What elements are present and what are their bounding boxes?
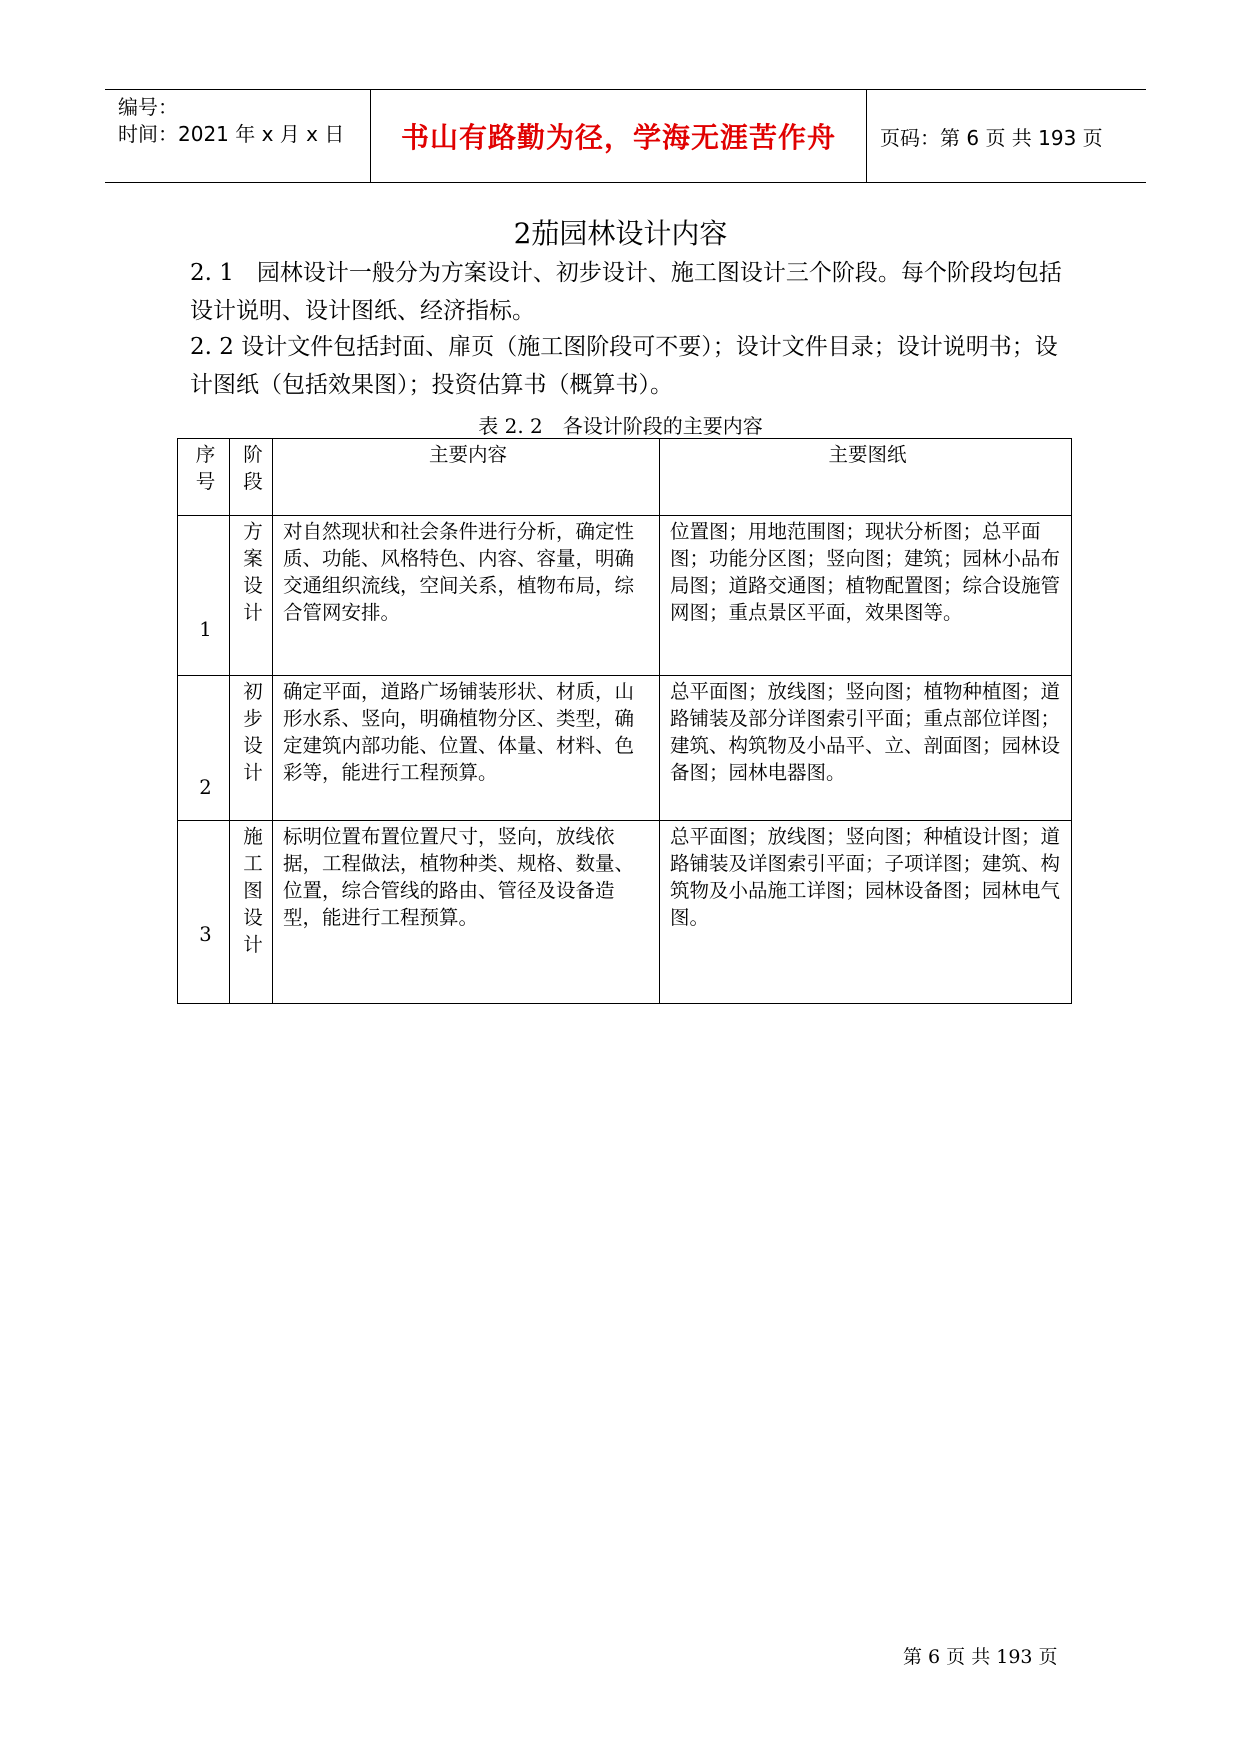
table-caption: 表 2. 2 各设计阶段的主要内容 [478, 414, 763, 438]
header-content: 主要内容 [273, 439, 660, 516]
row-seq-text: 1 [199, 618, 212, 641]
time-label: 时间：2021 年 x 月 x 日 [118, 122, 345, 146]
motto-text: 书山有路勤为径，学海无涯苦作舟 [400, 121, 836, 154]
number-label: 编号： [118, 95, 178, 119]
header-stage-text: 阶段 [243, 443, 263, 493]
row-stage [230, 516, 273, 676]
table-row [178, 676, 1072, 821]
row-seq-text: 2 [199, 776, 212, 799]
paragraph-2-2: 2. 2 设计文件包括封面、扉页（施工图阶段可不要）；设计文件目录；设计说明书；设计图纸（包括效果图）；投资估算书（概算书）。 [190, 334, 1058, 398]
design-stages-table [177, 438, 1072, 1004]
row-drawings: 总平面图；放线图；竖向图；种植设计图；道路铺装及详图索引平面；子项详图；建筑、构筑物及小品施工详图；园林设备图；园林电气图。 [660, 821, 1072, 1004]
paragraph-2-1: 2. 1 园林设计一般分为方案设计、初步设计、施工图设计三个阶段。每个阶段均包括设计说明、设计图纸、经济指标。 [190, 260, 1062, 324]
table-header-row [178, 439, 1072, 516]
page-footer: 第 6 页 共 193 页 [903, 1646, 1058, 1668]
row-content: 对自然现状和社会条件进行分析，确定性质、功能、风格特色、内容、容量，明确交通组织流线，空间关系，植物布局，综合管网安排。 [273, 516, 660, 676]
page-info-text: 页码：第 6 页 共 193 页 [880, 125, 1103, 150]
header-seq-text: 序号 [195, 443, 216, 493]
header-drawings: 主要图纸 [660, 439, 1072, 516]
row-stage [230, 821, 273, 1004]
row-drawings: 总平面图；放线图；竖向图；植物种植图；道路铺装及部分详图索引平面；重点部位详图；建筑、构筑物及小品平、立、剖面图；园林设备图；园林电器图。 [660, 676, 1072, 821]
row-stage-text: 施工图设计 [243, 825, 263, 956]
row-content: 标明位置布置位置尺寸，竖向，放线依据，工程做法，植物种类、规格、数量、位置，综合管线的路由、管径及设备造型，能进行工程预算。 [273, 821, 660, 1004]
page-header [105, 89, 1146, 183]
header-meta [105, 90, 371, 182]
row-stage-text: 方案设计 [243, 520, 263, 624]
row-drawings: 位置图；用地范围图；现状分析图；总平面图；功能分区图；竖向图；建筑；园林小品布局图；道路交通图；植物配置图；综合设施管网图；重点景区平面，效果图等。 [660, 516, 1072, 676]
header-stage [230, 439, 273, 516]
row-content: 确定平面，道路广场铺装形状、材质，山形水系、竖向，明确植物分区、类型，确定建筑内部功能、位置、体量、材料、色彩等，能进行工程预算。 [273, 676, 660, 821]
row-seq-text: 3 [199, 923, 212, 946]
header-motto-cell [371, 90, 867, 182]
section-title: 2茄园林设计内容 [513, 217, 728, 250]
header-page-info [867, 90, 1146, 182]
header-seq [178, 439, 230, 516]
row-stage [230, 676, 273, 821]
row-seq [178, 676, 230, 821]
table-row [178, 516, 1072, 676]
row-stage-text: 初步设计 [243, 680, 263, 784]
table-row [178, 821, 1072, 1004]
row-seq [178, 821, 230, 1004]
row-seq [178, 516, 230, 676]
